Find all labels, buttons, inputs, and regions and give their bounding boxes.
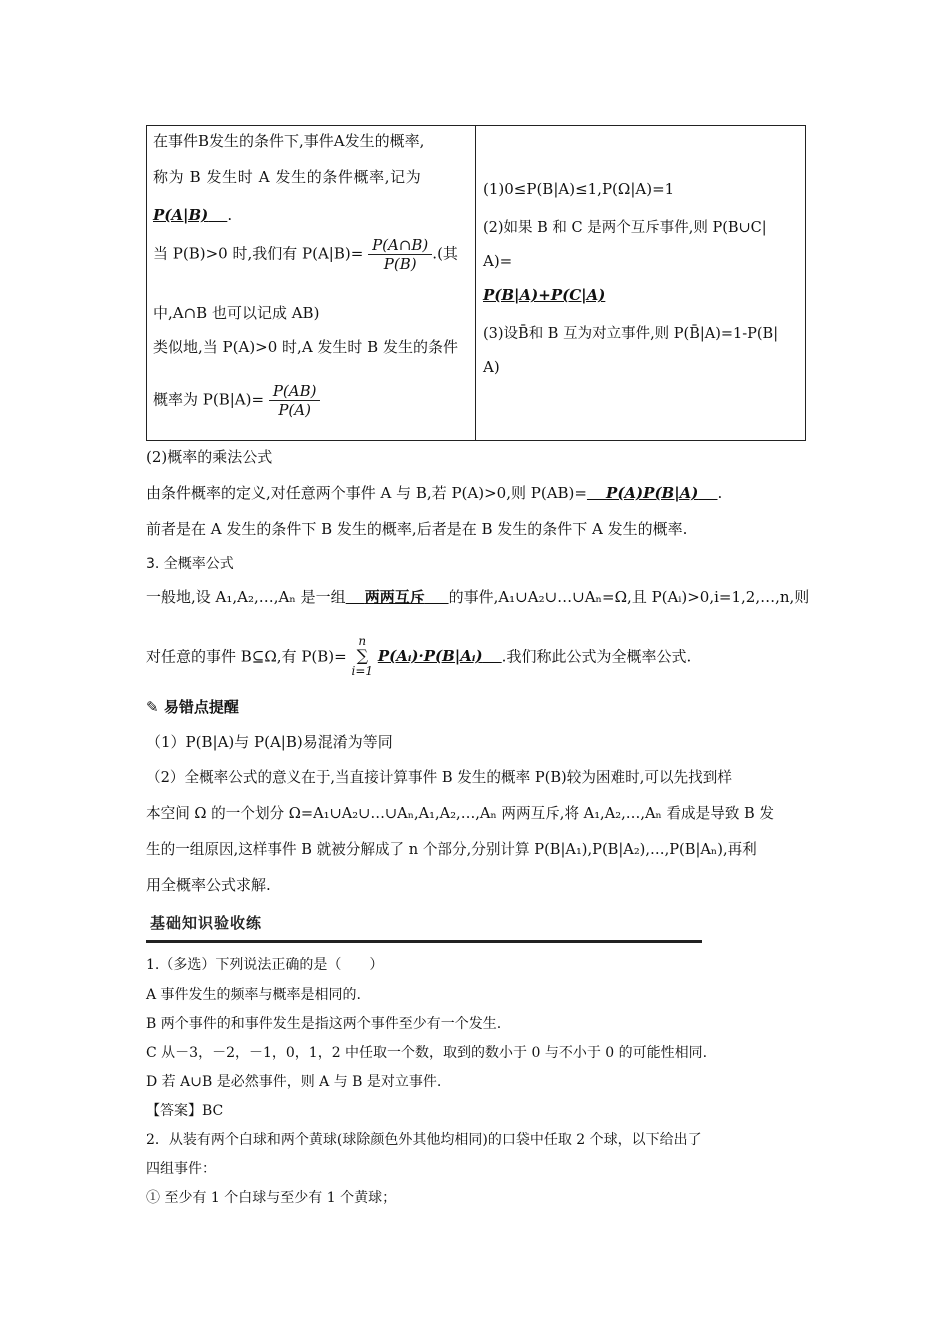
question-1-option-a: A 事件发生的频率与概率是相同的. xyxy=(146,987,362,1003)
fraction2-numerator: P(AB) xyxy=(269,382,321,401)
question-1-option-d: D 若 A∪B 是必然事件，则 A 与 B 是对立事件. xyxy=(146,1074,442,1090)
tips-title: 易错点提醒 xyxy=(163,698,239,716)
table-right-line-2: (2)如果 B 和 C 是两个互斥事件,则 P(B∪C| xyxy=(483,220,767,236)
practice-heading-bar xyxy=(146,908,702,943)
total-prefix: 对任意的事件 B⊆Ω,有 P(B)= xyxy=(146,647,347,666)
answer-union-text: P(B|A)+P(C|A) xyxy=(483,286,606,304)
multiplication-prefix: 由条件概率的定义,对任意两个事件 A 与 B,若 P(A)>0,则 P(AB)= xyxy=(146,484,587,502)
sum-sigma: ∑ xyxy=(356,646,368,665)
partition-prefix: 一般地,设 A₁,A₂,…,Aₙ 是一组 xyxy=(146,588,346,606)
pencil-icon: ✎ xyxy=(146,698,159,716)
formula-suffix: .(其 xyxy=(432,244,458,263)
answer-total-probability: P(Aᵢ)·P(B|Aᵢ) xyxy=(377,647,483,665)
total-probability-line-2 xyxy=(146,634,691,678)
question-2-line-2: 四组事件： xyxy=(146,1161,216,1177)
tips-title-row xyxy=(146,696,239,717)
table-left-line-2: 称为 B 发生时 A 发生的条件概率,记为 xyxy=(153,168,422,186)
table-divider xyxy=(475,126,476,440)
question-2-line-1: 2．从装有两个白球和两个黄球(球除颜色外其他均相同)的口袋中任取 2 个球，以下给出了 xyxy=(146,1132,702,1148)
practice-heading: 基础知识验收练 xyxy=(150,914,263,932)
summation-symbol xyxy=(352,634,374,678)
table-right-line-4: (3)设B̄和 B 互为对立事件,则 P(B̄|A)=1-P(B| xyxy=(483,326,779,342)
tip-2-line-1: （2）全概率公式的意义在于,当直接计算事件 B 发生的概率 P(B)较为困难时,可以先找到样 xyxy=(146,769,732,786)
total-suffix: .我们称此公式为全概率公式. xyxy=(501,647,692,666)
total-probability-title: 3. 全概率公式 xyxy=(146,556,234,572)
fraction-numerator: P(A∩B) xyxy=(368,236,432,255)
fraction-a-given-b xyxy=(368,236,432,273)
table-left-line-4: 中,A∩B 也可以记成 AB) xyxy=(153,304,320,322)
fraction-denominator: P(B) xyxy=(383,255,417,273)
table-left-line-1: 在事件B发生的条件下,事件A发生的概率, xyxy=(153,132,425,150)
formula2-prefix: 概率为 P(B|A)= xyxy=(153,390,265,409)
question-1-option-b: B 两个事件的和事件发生是指这两个事件至少有一个发生. xyxy=(146,1016,502,1032)
multiplication-suffix: . xyxy=(717,484,723,502)
answer-union-value xyxy=(483,286,605,304)
table-right-line-3: A)= xyxy=(483,252,513,270)
tip-1: （1）P(B|A)与 P(A|B)易混淆为等同 xyxy=(146,733,393,751)
tip-2-line-4: 用全概率公式求解. xyxy=(146,876,271,894)
fraction2-denominator: P(A) xyxy=(278,401,311,419)
table-left-line-5: 类似地,当 P(A)>0 时,A 发生时 B 发生的条件 xyxy=(153,338,458,356)
fraction-b-given-a xyxy=(269,382,321,419)
sum-lower: i=1 xyxy=(351,664,374,678)
question-1-option-c: C 从－3，－2，－1，0，1，2 中任取一个数，取到的数小于 0 与不小于 0 的可能性相同. xyxy=(146,1045,708,1061)
conditional-formula-line xyxy=(153,236,458,273)
answer-conditional-value: P(A|B) xyxy=(153,206,209,224)
tip-2-line-2: 本空间 Ω 的一个划分 Ω=A₁∪A₂∪…∪Aₙ,A₁,A₂,…,Aₙ 两两互斥,将 A₁,A₂,…,Aₙ 看成是导致 B 发 xyxy=(146,805,775,822)
tip-2-line-3: 生的一组原因,这样事件 B 就被分解成了 n 个部分,分别计算 P(B|A₁),P(B|A₂),…,P(B|Aₙ),再利 xyxy=(146,841,757,858)
total-probability-line-1 xyxy=(146,586,809,607)
table-right-line-5: A) xyxy=(483,358,500,376)
question-1: 1.（多选）下列说法正确的是（ ） xyxy=(146,957,384,973)
conditional-probability-table xyxy=(146,125,806,441)
multiplication-explanation: 前者是在 A 发生的条件下 B 发生的概率,后者是在 B 发生的条件下 A 发生的概率. xyxy=(146,520,688,538)
formula-prefix: 当 P(B)>0 时,我们有 P(A|B)= xyxy=(153,244,364,263)
multiplication-formula-line xyxy=(146,482,722,503)
question-1-answer: 【答案】BC xyxy=(146,1103,224,1119)
answer-partition: 两两互斥 xyxy=(364,588,425,606)
table-right-line-1: (1)0≤P(B|A)≤1,P(Ω|A)=1 xyxy=(483,180,675,198)
section-multiplication-title: (2)概率的乘法公式 xyxy=(146,448,273,466)
answer-multiplication: P(A)P(B|A) xyxy=(606,484,699,502)
partition-suffix: 的事件,A₁∪A₂∪…∪Aₙ=Ω,且 P(Aᵢ)>0,i=1,2,…,n,则 xyxy=(448,588,810,606)
answer-conditional-notation: P(A|B) . xyxy=(153,206,233,224)
question-2-line-3: ① 至少有 1 个白球与至少有 1 个黄球； xyxy=(146,1190,397,1206)
sum-upper: n xyxy=(358,634,367,648)
conditional-formula-line-2 xyxy=(153,382,320,419)
